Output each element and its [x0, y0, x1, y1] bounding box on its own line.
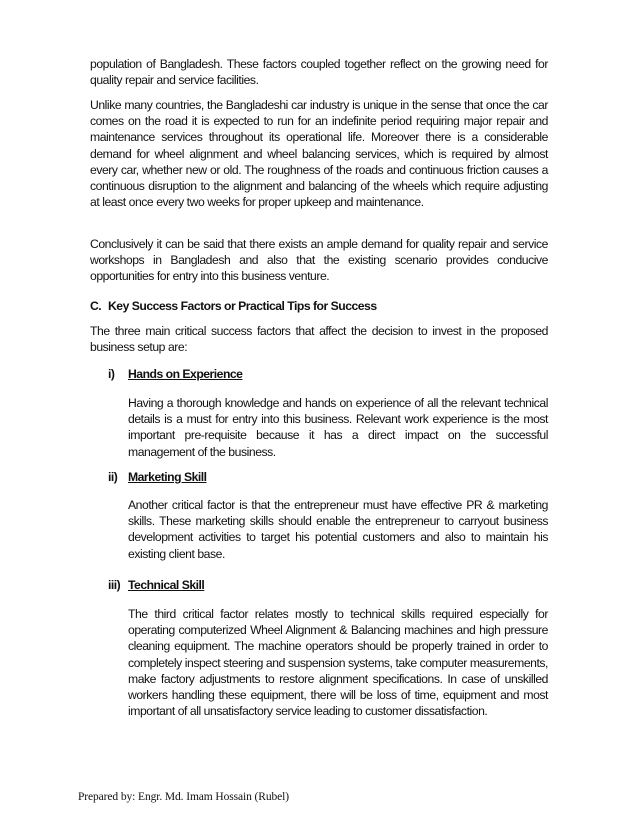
section-c-intro: The three main critical success factors that affect the decision to invest in the proposed business setup are: — [90, 324, 548, 355]
section-c-number: C. — [90, 299, 102, 313]
paragraph-conclusion: Conclusively it can be said that there exists an ample demand for quality repair and service workshops in Bangladesh and also that the existing scenario provides conducive opportunities for entry into this business venture. — [90, 237, 548, 284]
factor-3-text: The third critical factor relates mostly to technical skills required especially for operating computerized Wheel Alignment & Balancing machines and high pressure cleaning equipment. The machine operators should be properly trained in order to completely inspect steering and suspension systems, take computer measurements, make factory adjustments to restore alignment specifications. In case of unskilled workers handling these equipment, there will be loss of time, equipment and most important of all unsatisfactory service leading to customer dissatisfaction. — [128, 607, 548, 719]
factor-1-heading — [108, 366, 242, 382]
factor-2-number: ii) — [108, 470, 118, 484]
paragraph-car-industry: Unlike many countries, the Bangladeshi car industry is unique in the sense that once the car comes on the road it is expected to run for an indefinite period requiring major repair and maintenance services throughout its operational life. Moreover there is a considerable demand for wheel alignment and wheel balancing services, which is required by almost every car, whether new or old. The roughness of the roads and continuous friction causes a continuous disruption to the alignment and balancing of the wheels which require adjusting at least once every two weeks for proper upkeep and maintenance. — [90, 98, 548, 210]
factor-1-number: i) — [108, 367, 115, 381]
page-footer: Prepared by: Engr. Md. Imam Hossain (Rubel) — [78, 791, 289, 803]
section-c-heading — [90, 298, 377, 314]
factor-2-heading — [108, 469, 207, 485]
section-c-title: Key Success Factors or Practical Tips for Success — [108, 299, 377, 313]
paragraph-demand-intro: population of Bangladesh. These factors coupled together reflect on the growing need for quality repair and service facilities. — [90, 57, 548, 88]
factor-2-title: Marketing Skill — [128, 470, 207, 484]
factor-2-text: Another critical factor is that the entrepreneur must have effective PR & marketing skills. These marketing skills should enable the entrepreneur to carryout business development activities to target his potential customers and also to maintain his existing client base. — [128, 498, 548, 561]
factor-1-text: Having a thorough knowledge and hands on experience of all the relevant technical details is a must for entry into this business. Relevant work experience is the most important pre-requisite because it has a direct impact on the successful management of the business. — [128, 396, 548, 459]
factor-3-number: iii) — [108, 578, 121, 592]
factor-3-heading — [108, 577, 204, 593]
factor-1-title: Hands on Experience — [128, 367, 243, 381]
factor-3-title: Technical Skill — [128, 578, 205, 592]
